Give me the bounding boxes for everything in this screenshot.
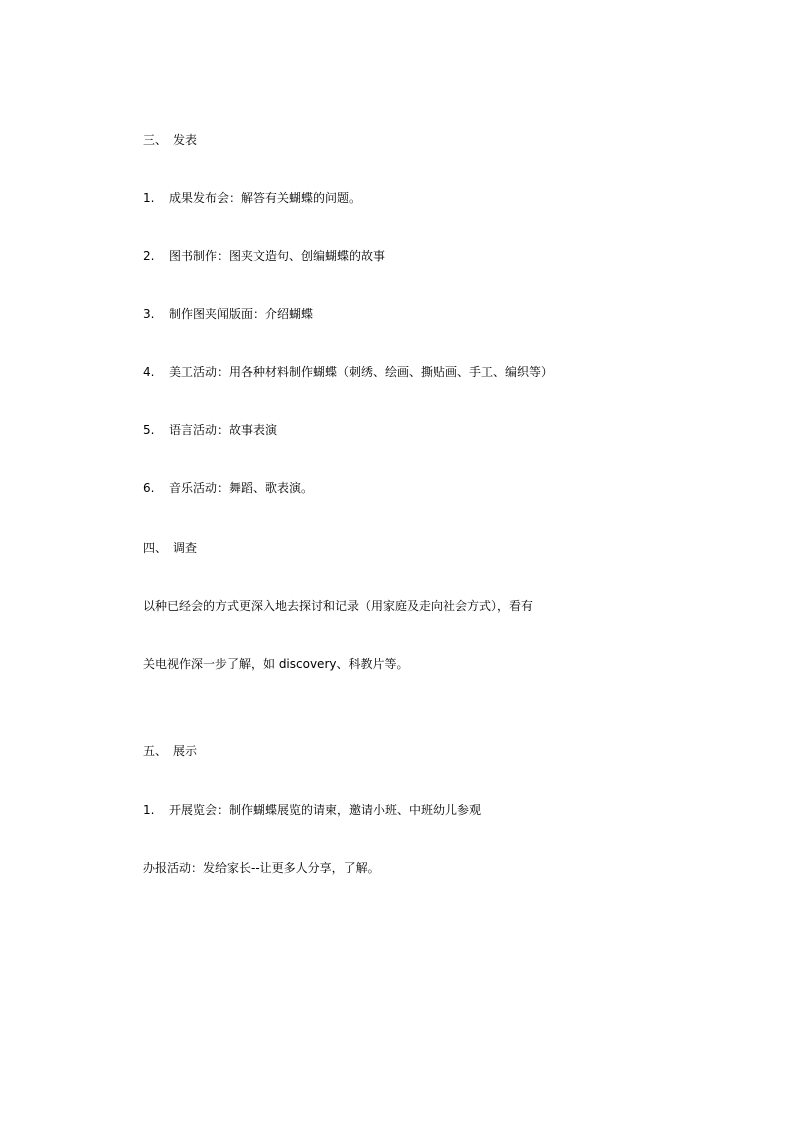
section-title: 发表	[173, 133, 198, 147]
section-heading-3	[143, 132, 197, 148]
section-title: 展示	[173, 744, 198, 758]
list-item	[143, 190, 361, 206]
list-item	[143, 480, 313, 496]
paragraph-line: 关电视作深一步了解，如 discovery、科教片等。	[143, 657, 409, 671]
list-item-number: 4.	[143, 365, 155, 379]
section-number: 三、	[143, 133, 168, 147]
list-item-text: 音乐活动：舞蹈、歌表演。	[169, 481, 314, 495]
list-item-text: 制作图夹闻版面：介绍蝴蝶	[169, 307, 314, 321]
paragraph-line: 办报活动：发给家长--让更多人分享，了解。	[143, 861, 380, 875]
list-item	[143, 364, 553, 380]
list-item	[143, 802, 481, 818]
list-item-text: 语言活动：故事表演	[169, 423, 278, 437]
list-item-number: 2.	[143, 249, 155, 263]
section-number: 四、	[143, 541, 168, 555]
list-item-number: 5.	[143, 423, 155, 437]
list-item-text: 成果发布会：解答有关蝴蝶的问题。	[169, 191, 362, 205]
section-heading-5	[143, 743, 197, 759]
list-item-number: 1.	[143, 191, 155, 205]
paragraph-line: 以种已经会的方式更深入地去探讨和记录（用家庭及走向社会方式），看有	[143, 599, 534, 613]
section-number: 五、	[143, 744, 168, 758]
list-item	[143, 422, 277, 438]
list-item-text: 开展览会：制作蝴蝶展览的请柬，邀请小班、中班幼儿参观	[169, 803, 482, 817]
section-heading-4	[143, 540, 197, 556]
list-item-number: 3.	[143, 307, 155, 321]
section-title: 调查	[173, 541, 198, 555]
list-item-number: 6.	[143, 481, 155, 495]
list-item-text: 图书制作：图夹文造句、创编蝴蝶的故事	[169, 249, 386, 263]
list-item-text: 美工活动：用各种材料制作蝴蝶（刺绣、绘画、撕贴画、手工、编织等）	[169, 365, 554, 379]
list-item-number: 1.	[143, 803, 155, 817]
list-item	[143, 306, 313, 322]
list-item	[143, 248, 385, 264]
